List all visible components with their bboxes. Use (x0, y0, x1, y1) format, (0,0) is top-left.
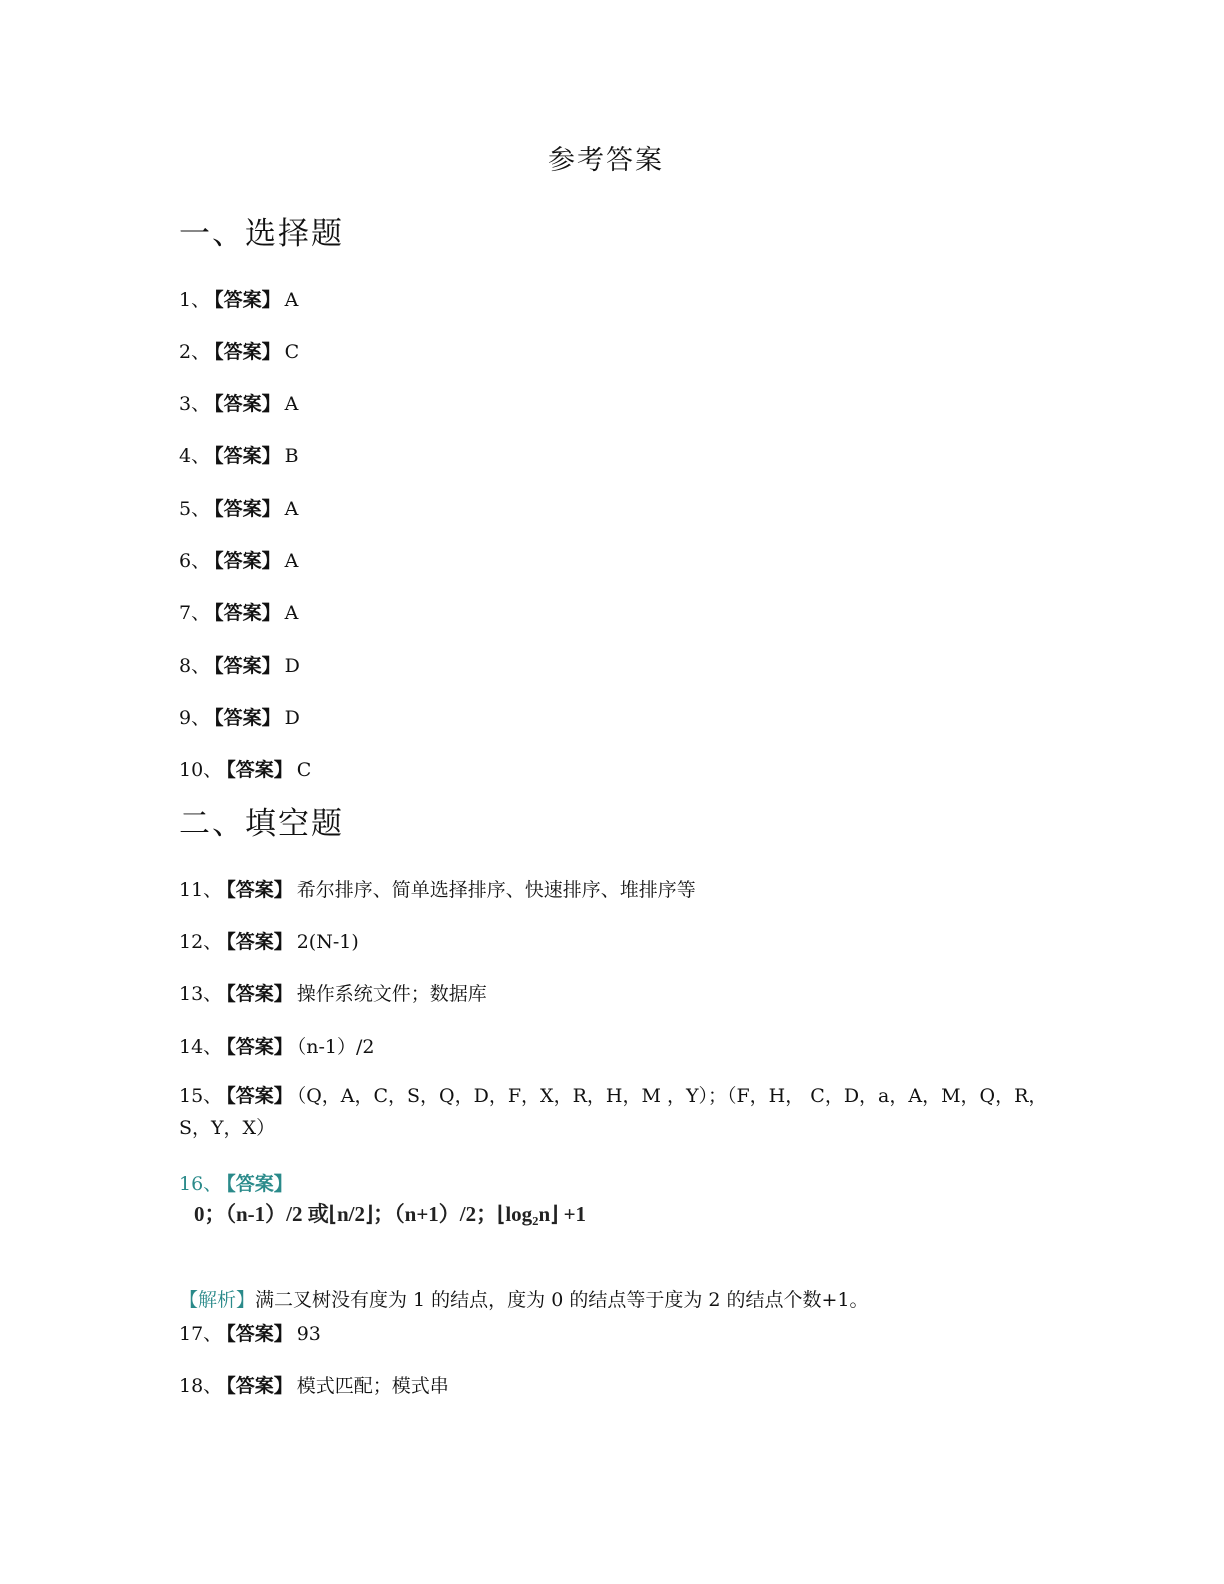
answer-tag: 【答案】 (214, 655, 281, 677)
answer-line (179, 441, 299, 468)
answer-value: A (284, 289, 299, 311)
answer-value: A (284, 550, 299, 572)
answer-line (179, 598, 298, 625)
formula-answer: 0；（n-1）/2 或⌊n/2⌋；（n+1）/2；⌊log₂n⌋ +1 (194, 1202, 587, 1226)
answer-tag: 【答案】 (214, 445, 281, 467)
answer-tag: 【答案】 (214, 341, 281, 363)
answer-line-16 (179, 1169, 295, 1196)
analysis-line (179, 1285, 869, 1312)
answer-tag: 【答案】 (226, 1036, 293, 1058)
answer-value: 希尔排序、简单选择排序、快速排序、堆排序等 (296, 879, 696, 901)
question-number: 7、 (179, 602, 211, 624)
answer-tag: 【答案】 (214, 289, 281, 311)
answer-tag: 【答案】 (226, 931, 293, 953)
answer-tag: 【答案】 (214, 498, 281, 520)
answer-line (179, 389, 298, 416)
answer-value: （n-1）/2 (296, 1036, 375, 1058)
answer-value: 2(N-1) (296, 931, 359, 953)
answer-tag: 【答案】 (226, 759, 293, 781)
answer-line (179, 703, 300, 730)
section-heading-fill: 二、填空题 (179, 806, 344, 842)
question-number: 13、 (179, 983, 223, 1005)
answer-line (179, 755, 311, 782)
answer-line (179, 1371, 449, 1398)
question-number: 18、 (179, 1375, 223, 1397)
answer-tag: 【答案】 (226, 983, 293, 1005)
answer-value: A (284, 602, 299, 624)
answer-value: B (284, 445, 299, 467)
question-number: 17、 (179, 1323, 223, 1345)
question-number: 1、 (179, 289, 211, 311)
answer-value: D (284, 707, 300, 729)
answer-line (179, 875, 696, 902)
answer-line (179, 1319, 321, 1346)
question-number: 4、 (179, 445, 211, 467)
answer-tag: 【答案】 (226, 1085, 293, 1107)
answer-value: C (296, 759, 312, 781)
answer-tag: 【答案】 (214, 602, 281, 624)
analysis-text: 满二叉树没有度为 1 的结点，度为 0 的结点等于度为 2 的结点个数+1。 (255, 1289, 869, 1311)
answer-tag: 【答案】 (214, 393, 281, 415)
answer-line (179, 494, 298, 521)
answer-line (179, 927, 359, 954)
page-title: 参考答案 (548, 145, 664, 176)
question-number: 15、 (179, 1085, 223, 1107)
answer-value: 93 (296, 1323, 321, 1345)
question-number: 2、 (179, 341, 211, 363)
answer-value: （Q，A，C，S，Q，D，F，X，R，H，M ，Y）；（F，H， C，D，a，A，M，Q，R，S，Y，X） (179, 1085, 1048, 1139)
question-number: 8、 (179, 655, 211, 677)
answer-line (179, 337, 299, 364)
answer-tag: 【答案】 (226, 1323, 293, 1345)
question-number: 11、 (179, 879, 223, 901)
question-number: 10、 (179, 759, 223, 781)
question-number: 14、 (179, 1036, 223, 1058)
answer-line (179, 546, 298, 573)
answer-value: A (284, 498, 299, 520)
answer-line (179, 285, 298, 312)
answer-value: 模式匹配；模式串 (296, 1375, 449, 1397)
question-number: 9、 (179, 707, 211, 729)
answer-tag: 【答案】 (226, 879, 293, 901)
question-number: 12、 (179, 931, 223, 953)
question-number: 6、 (179, 550, 211, 572)
answer-tag: 【答案】 (214, 550, 281, 572)
answer-value: A (284, 393, 299, 415)
analysis-tag: 【解析】 (179, 1289, 256, 1311)
question-number: 3、 (179, 393, 211, 415)
answer-line-wrapped (179, 1080, 1059, 1144)
answer-value: D (284, 655, 300, 677)
question-number: 5、 (179, 498, 211, 520)
answer-line (179, 651, 300, 678)
answer-tag: 【答案】 (226, 1375, 293, 1397)
question-number: 16、 (179, 1173, 223, 1195)
answer-value: 操作系统文件；数据库 (296, 983, 487, 1005)
answer-tag: 【答案】 (226, 1173, 293, 1195)
answer-line (179, 979, 487, 1006)
answer-tag: 【答案】 (214, 707, 281, 729)
answer-value: C (284, 341, 300, 363)
section-heading-choice: 一、选择题 (179, 216, 344, 252)
answer-line (179, 1032, 374, 1059)
